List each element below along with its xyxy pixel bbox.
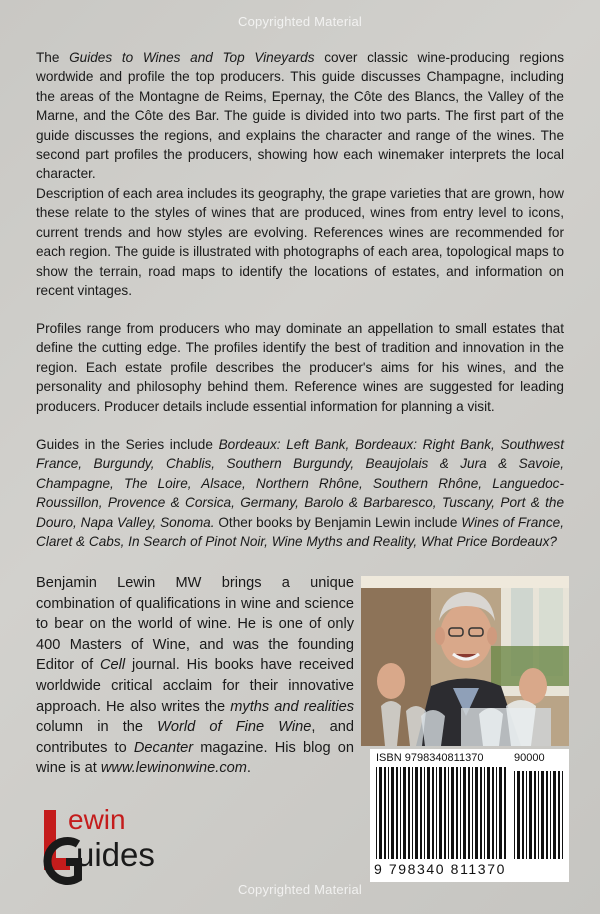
barcode-bar bbox=[436, 767, 437, 859]
isbn-label: ISBN 9798340811370 bbox=[376, 752, 484, 764]
barcode-bar bbox=[538, 771, 539, 859]
barcode-bar bbox=[562, 771, 563, 859]
barcode-bar bbox=[403, 767, 406, 859]
barcode-bar bbox=[391, 767, 394, 859]
barcode-bar bbox=[460, 767, 461, 859]
description-paragraph: Description of each area includes its geography, the grape varieties that are grown, how these relate to the styles of wines that are produced, wines from entry level to icons, current trends and how styles are evolving. References wines are recommended for each region. The guide is illustrated with photographs of each area, topological maps to show the terrain, road maps to identify the locations of estates, and information on recent vintages. bbox=[36, 186, 564, 299]
barcode-bar bbox=[553, 771, 556, 859]
author-photo-illustration bbox=[361, 576, 569, 746]
publication-name: World of Fine Wine bbox=[157, 719, 312, 736]
barcode-bar bbox=[480, 767, 482, 859]
barcode-bar bbox=[487, 767, 490, 859]
logo-text-lewin: ewin bbox=[68, 804, 126, 835]
text: column in the bbox=[36, 719, 158, 736]
text: . bbox=[246, 760, 251, 777]
barcode-bar bbox=[400, 767, 401, 859]
barcode-bar bbox=[550, 771, 551, 859]
price-code: 90000 bbox=[514, 752, 545, 764]
barcode-bar bbox=[484, 767, 485, 859]
barcode-bar bbox=[514, 771, 515, 859]
intro-paragraph bbox=[36, 48, 564, 184]
barcode-bar bbox=[408, 767, 410, 859]
barcode-bar bbox=[463, 767, 466, 859]
barcode-digits: 9 798340 811370 bbox=[374, 861, 506, 877]
barcode-bar bbox=[534, 771, 536, 859]
journal-name: Cell bbox=[99, 657, 126, 674]
barcode-bar bbox=[439, 767, 442, 859]
barcode-bar bbox=[529, 771, 532, 859]
barcode-bar bbox=[388, 767, 389, 859]
logo-text-guides: uides bbox=[76, 836, 155, 873]
barcode-bar bbox=[444, 767, 446, 859]
barcode-bar bbox=[415, 767, 418, 859]
barcode-bar bbox=[376, 767, 377, 859]
barcode-bar bbox=[558, 771, 560, 859]
barcode-bar bbox=[456, 767, 458, 859]
barcode-bar bbox=[526, 771, 527, 859]
text: The bbox=[36, 50, 70, 65]
barcode-bar bbox=[424, 767, 425, 859]
barcode-bar bbox=[475, 767, 478, 859]
barcode-bar bbox=[384, 767, 386, 859]
column-name: myths and realities bbox=[230, 698, 354, 715]
barcode-bar bbox=[499, 767, 502, 859]
text: magazine. His blog on wine is at bbox=[36, 739, 354, 777]
barcode-bar bbox=[496, 767, 497, 859]
barcode-bar bbox=[546, 771, 548, 859]
barcode-bar bbox=[412, 767, 413, 859]
series-paragraph bbox=[36, 435, 564, 551]
barcode-panel bbox=[370, 749, 569, 882]
other-books: Wines of France, Claret & Cabs, In Search of Pinot Noir, Wine Myths and Reality, What Price Bordeaux? bbox=[36, 514, 565, 550]
barcode-bar bbox=[541, 771, 544, 859]
series-list: Bordeaux: Left Bank, Bordeaux: Right Bank, Southwest France, Burgundy, Chablis, Southern Burgundy, Beaujolais & Jura & Savoie, Champagne, The Loire, Alsace, Northern Rhône, Southern Rhône, Languedoc-Roussillon, Provence & Corsica, Germany, Barolo & Barbaresco, Tuscany, Port & the Douro, Napa Valley, Sonoma. bbox=[36, 437, 564, 530]
barcode-bar bbox=[472, 767, 473, 859]
barcode-bar bbox=[492, 767, 494, 859]
profiles-paragraph: Profiles range from producers who may dominate an appellation to small estates that define the cutting edge. The profiles identify the best of tradition and innovation in the region. Each estate profile describes the producer's aims for his wines, and the personality and philosophy behind them. Reference wines are suggested for leading producers. Producer details include essential information for planning a visit. bbox=[36, 321, 564, 414]
text: journal. His books have received worldwide critical acclaim for their innovative approach. He also writes the bbox=[36, 657, 355, 715]
barcode-bar bbox=[427, 767, 430, 859]
barcode-bar bbox=[522, 771, 524, 859]
barcode-bar bbox=[468, 767, 470, 859]
text: Other books by Benjamin Lewin include bbox=[214, 514, 462, 530]
text: Benjamin Lewin MW brings a unique combination of qualifications in wine and science to bear on the world of wine. He is one of only 400 Masters of Wine, and was the founding Editor of bbox=[36, 575, 354, 674]
barcode-bar bbox=[448, 767, 449, 859]
watermark-top: Copyrighted Material bbox=[238, 14, 362, 29]
barcode-bar bbox=[517, 771, 520, 859]
barcode-bar bbox=[379, 767, 382, 859]
magazine-name: Decanter bbox=[133, 739, 194, 756]
price-barcode-bars bbox=[514, 771, 564, 863]
series-title: Guides to Wines and Top Vineyards bbox=[69, 50, 315, 65]
text: cover classic wine-producing regions wordwide and profile the top producers. This guide discusses Champagne, including the areas of the Montagne de Reims, Epernay, the Côte des Blancs, the Valley of the Marne, and the Côte des Bar. The guide is divided into two parts. The first part of the guide discusses the regions, and explains the character and range of the wines. The second part profiles the producers, showing how each winemaker interprets the local character. bbox=[36, 50, 564, 182]
barcode-bar bbox=[451, 767, 454, 859]
text: Guides in the Series include bbox=[36, 437, 219, 452]
lewin-guides-logo bbox=[36, 804, 206, 888]
barcode-bars bbox=[376, 767, 506, 863]
text: , and contributes to bbox=[36, 719, 354, 756]
barcode-bar bbox=[420, 767, 422, 859]
barcode-bar bbox=[432, 767, 434, 859]
barcode-bar bbox=[504, 767, 506, 859]
author-bio bbox=[36, 573, 354, 779]
watermark-bottom: Copyrighted Material bbox=[238, 882, 362, 897]
barcode-bar bbox=[396, 767, 398, 859]
author-photo bbox=[361, 576, 569, 746]
blog-url: www.lewinonwine.com bbox=[100, 760, 247, 777]
